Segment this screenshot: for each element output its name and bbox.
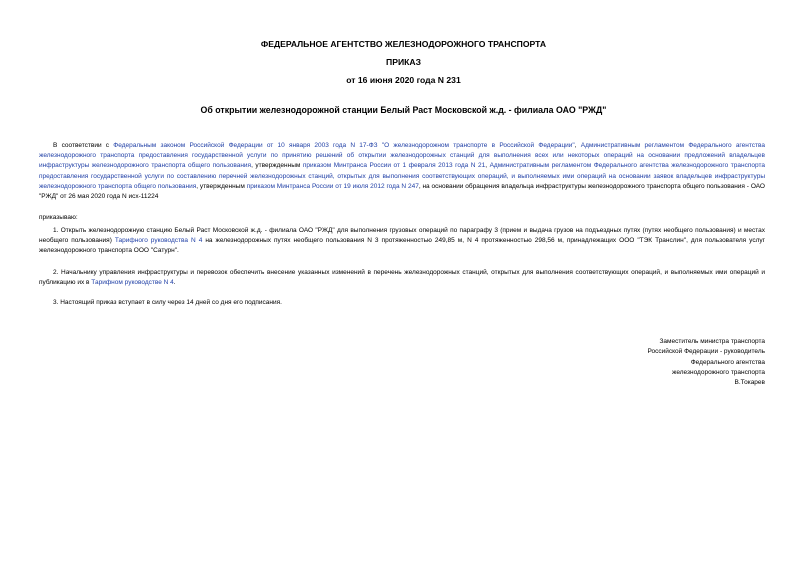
intro-text-3: , утвержденным: [251, 162, 303, 170]
signatory-name: В.Токарев: [734, 379, 765, 387]
link-admin-regulation-opening[interactable]: Административным регламентом Федерального агентства железнодорожного транспорта предоставления государственной услуги по принятию решений об открытии железнодорожных станций для выполнения всех или некоторых операций на основании предложений владельцев инфраструктуры железнодорожного транспорта общего пользования: [39, 142, 765, 170]
intro-text-1: В соответствии с: [53, 142, 114, 149]
order-item-2: [39, 268, 765, 288]
intro-text-5: , утвержденным: [196, 182, 247, 190]
date-number-heading: от 16 июня 2020 года N 231: [346, 75, 461, 85]
link-order-247[interactable]: приказом Минтранса России от 19 июля 2012 года N 247: [246, 182, 419, 190]
link-order-21[interactable]: приказом Минтранса России от 1 февраля 2013 года N 21: [302, 162, 486, 170]
order-item-1: [39, 226, 765, 257]
item1-text-1: 1. Открыть железнодорожную станцию Белый Раст Московской ж.д. - филиала ОАО "РЖД" для выполнения грузовых операций по параграфу 3 (прием и выдача грузов на подъездных путях (путях необщего пользования) и местах необщего пользования): [39, 227, 765, 245]
document-type-heading: ПРИКАЗ: [386, 57, 421, 67]
link-tariff-guide-4[interactable]: Тарифного руководства N 4: [114, 237, 203, 245]
intro-text-2: ,: [574, 142, 581, 149]
signature-position-line-3: Федерального агентства: [690, 358, 765, 366]
signature-position-line-2: Российской Федерации - руководитель: [647, 348, 765, 356]
agency-heading: ФЕДЕРАЛЬНОЕ АГЕНТСТВО ЖЕЛЕЗНОДОРОЖНОГО ТРАНСПОРТА: [260, 39, 547, 49]
intro-text-4: ,: [485, 162, 490, 170]
intro-paragraph: [39, 141, 765, 202]
link-tariff-guide-4-publication[interactable]: Тарифном руководстве N 4: [91, 279, 174, 287]
ordered-label: приказываю:: [39, 214, 78, 221]
item2-text-1: 2. Начальнику управления инфраструктуры и перевозок обеспечить внесение указанных изменений в перечень железнодорожных станций, открытых для выполнения соответствующих операций, и выполняемых ими операций и публикацию их в: [39, 269, 765, 287]
document-title: Об открытии железнодорожной станции Белый Раст Московской ж.д. - филиала ОАО "РЖД": [200, 105, 607, 115]
link-federal-law[interactable]: Федеральным законом Российской Федерации от 10 января 2003 года N 17-ФЗ "О железнодорожном транспорте в Российской Федерации": [113, 142, 575, 149]
signature-position-line-4: железнодорожного транспорта: [672, 368, 765, 376]
intro-text-6: , на основании обращения владельца инфраструктуры железнодорожного транспорта общего пользования - ОАО "РЖД" от 26 мая 2020 года N исх-11224: [39, 182, 765, 201]
order-item-3: 3. Настоящий приказ вступает в силу через 14 дней со дня его подписания.: [53, 299, 282, 306]
item2-text-2: .: [173, 279, 176, 287]
item1-text-2: на железнодорожных путях необщего пользования N 3 протяженностью 249,85 м, N 4 протяженностью 298,56 м, принадлежащих ООО "ТЭК Транслин", для пользователя услуг железнодорожного транспорта ООО "Сатурн".: [39, 237, 765, 255]
signature-block: [565, 337, 765, 388]
signature-position-line-1: Заместитель министра транспорта: [659, 338, 765, 345]
link-admin-regulation-lists[interactable]: Административным регламентом Федерального агентства железнодорожного транспорта предоставления государственной услуги по составлению перечней железнодорожных станций, открытых для выполнения соответствующих операций, и выполняемых ими операций на основании заявок владельцев инфраструктуры железнодорожного транспорта общего пользования: [39, 162, 765, 190]
